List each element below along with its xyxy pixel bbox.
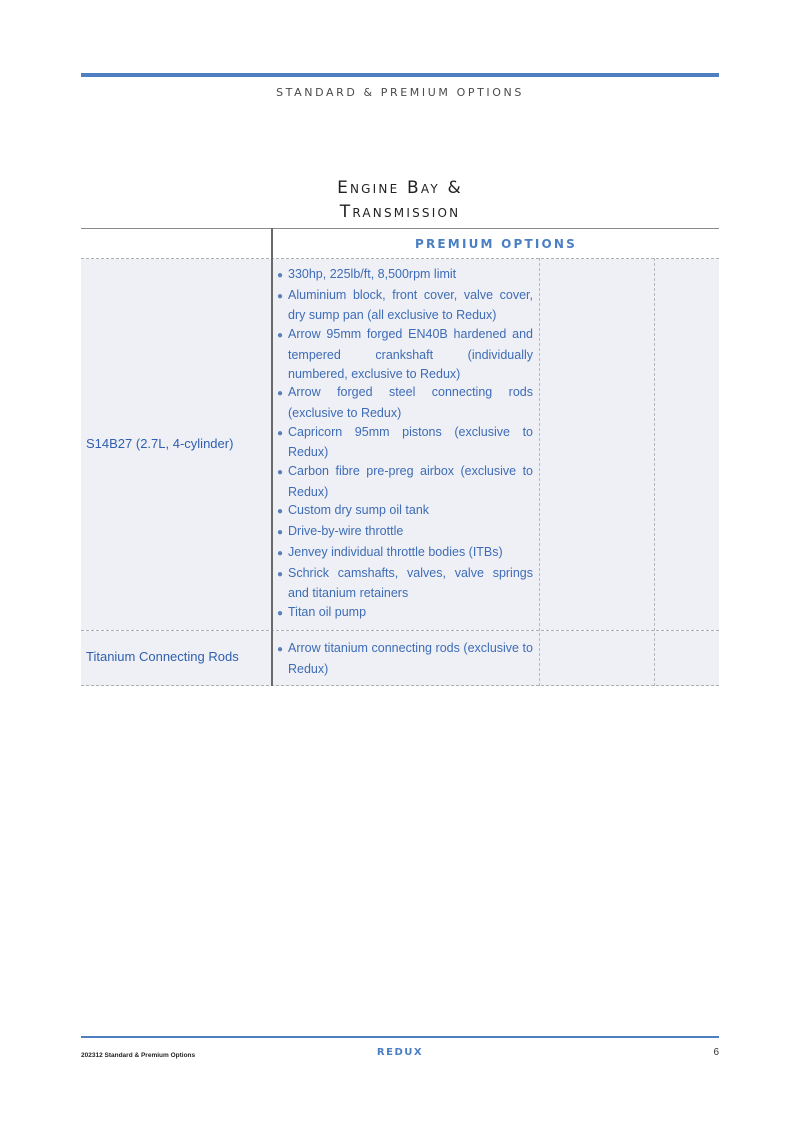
list-item: ● Titan oil pump — [277, 603, 533, 624]
list-item: ● Jenvey individual throttle bodies (ITBs) — [277, 543, 533, 564]
list-item: ● Carbon fibre pre-preg airbox (exclusive to Redux) — [277, 464, 533, 499]
list-item: ● Schrick camshafts, valves, valve springs and titanium retainers — [277, 565, 533, 601]
list-item: ● Aluminium block, front cover, valve cover, dry sump pan (all exclusive to Redux) — [277, 287, 533, 323]
footer-doc-code: 202312 Standard & Premium Options — [81, 1052, 196, 1059]
page-number: 6 — [713, 1047, 719, 1058]
list-item: ● Arrow forged steel connecting rods (exclusive to Redux) — [277, 385, 533, 420]
bullet-icon: ● — [277, 506, 284, 518]
list-item: ● Drive-by-wire throttle — [277, 522, 533, 543]
bullet-icon: ● — [277, 290, 284, 302]
rods-options-list — [277, 639, 533, 678]
row-divider — [81, 685, 719, 686]
label-column-rule — [271, 228, 273, 686]
bullet-icon: ● — [277, 527, 284, 539]
list-item: ● Arrow 95mm forged EN40B hardened and tempered crankshaft (individually numbered, exclusive to Redux) — [277, 327, 533, 381]
bullet-icon: ● — [277, 467, 284, 479]
section-title-line2: Transmission — [339, 202, 461, 222]
row-divider — [81, 630, 719, 631]
bullet-icon: ● — [277, 644, 284, 655]
row-label-engine: S14B27 (2.7L, 4-cylinder) — [86, 436, 234, 451]
list-item: ● Custom dry sump oil tank — [277, 501, 533, 522]
column-divider — [539, 258, 540, 686]
engine-options-list — [277, 265, 533, 624]
bullet-icon: ● — [277, 270, 284, 281]
section-title — [0, 176, 800, 224]
header-title: STANDARD & PREMIUM OPTIONS — [276, 86, 524, 99]
row-label-rods: Titanium Connecting Rods — [86, 649, 239, 664]
bullet-icon: ● — [277, 568, 284, 580]
list-item: ● Arrow titanium connecting rods (exclusive to Redux) — [277, 641, 533, 676]
list-item: ● Capricorn 95mm pistons (exclusive to Redux) — [277, 424, 533, 460]
bullet-icon: ● — [277, 427, 284, 439]
list-item: ● 330hp, 225lb/ft, 8,500rpm limit — [277, 265, 533, 286]
section-title-line1: Engine Bay & — [337, 178, 463, 198]
table-top-rule — [81, 228, 719, 229]
bullet-icon: ● — [277, 330, 284, 342]
header-rule — [81, 73, 719, 77]
premium-options-heading: PREMIUM OPTIONS — [414, 237, 578, 251]
column-divider — [654, 258, 655, 686]
footer-brand-logo: REDUX — [376, 1047, 424, 1058]
bullet-icon: ● — [277, 388, 284, 400]
row-divider — [81, 258, 719, 259]
bullet-icon: ● — [277, 547, 284, 559]
bullet-icon: ● — [277, 607, 284, 619]
footer-rule — [81, 1036, 719, 1038]
